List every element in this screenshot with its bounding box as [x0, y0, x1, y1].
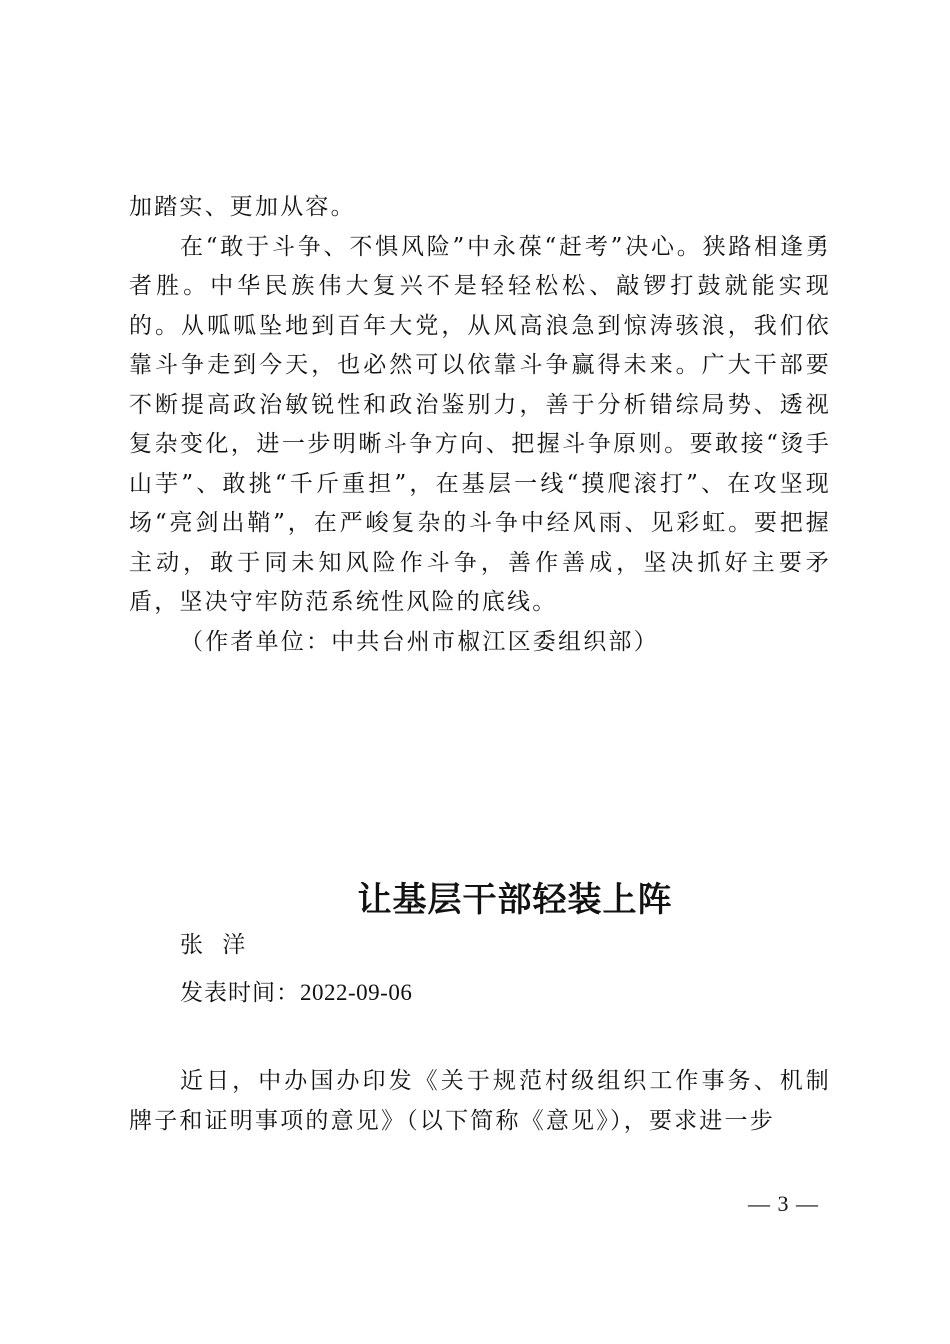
author-name: 张 洋 — [180, 932, 252, 958]
article-2-body — [129, 1062, 831, 1141]
body-paragraph: 近日，中办国办印发《关于规范村级组织工作事务、机制牌子和证明事项的意见》（以下简称《意见》），要求进一步 — [129, 1068, 831, 1134]
continuation-line: 加踏实、更加从容。 — [129, 194, 356, 220]
publish-date-value: 2022-09-06 — [300, 980, 413, 1005]
author-affiliation: （作者单位：中共台州市椒江区委组织部） — [180, 628, 659, 655]
publish-date-line — [180, 974, 412, 1007]
article-title: 让基层干部轻装上阵 — [357, 882, 673, 919]
article-1-body — [129, 188, 831, 662]
body-paragraph: 在“敢于斗争、不惧风险”中永葆“赶考”决心。狭路相逢勇者胜。中华民族伟大复兴不是轻轻松松、敲锣打鼓就能实现的。从呱呱坠地到百年大党，从风高浪急到惊涛骇浪，我们依靠斗争走到今天，也必然可以依靠斗争赢得未来。广大干部要不断提高政治敏锐性和政治鉴别力，善于分析错综局势、透视复杂变化，进一步明晰斗争方向、把握斗争原则。要敢接“烫手山芋”、敢挑“千斤重担”，在基层一线“摸爬滚打”、在攻坚现场“亮剑出鞘”，在严峻复杂的斗争中经风雨、见彩虹。要把握主动，敢于同未知风险作斗争，善作善成，坚决抓好主要矛盾，坚决守牢防范系统性风险的底线。 — [129, 233, 831, 615]
publish-date-label: 发表时间： — [180, 980, 300, 1006]
page-number: — 3 — — [748, 1191, 819, 1216]
